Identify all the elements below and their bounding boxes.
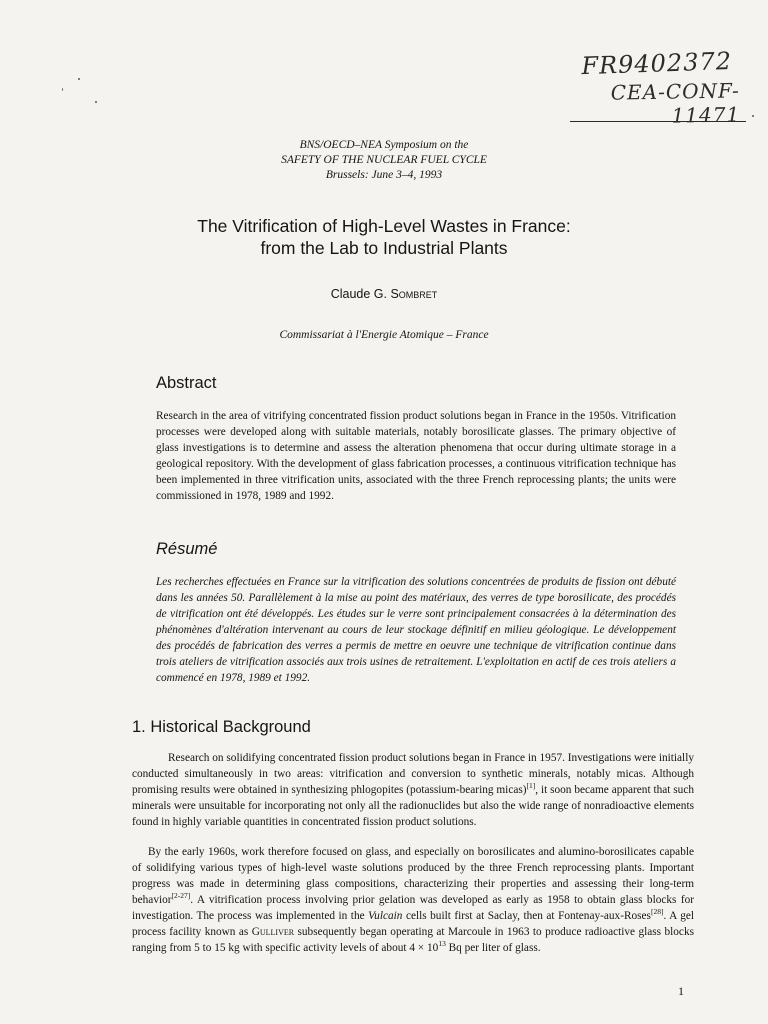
paper-title	[0, 215, 768, 259]
historical-paragraph-2	[132, 844, 694, 956]
citation-ref[interactable]: [28]	[650, 907, 664, 917]
section-heading-historical-background: 1. Historical Background	[132, 718, 311, 736]
conference-line-2: SAFETY OF THE NUCLEAR FUEL CYCLE	[281, 154, 487, 166]
handwritten-report-number: FR9402372	[580, 46, 733, 81]
citation-ref[interactable]: [1]	[526, 781, 536, 791]
affiliation: Commissariat à l'Energie Atomique – France	[279, 329, 489, 341]
author	[0, 287, 768, 301]
facility-name-vulcain: Vulcain	[368, 910, 403, 922]
scan-speck	[95, 101, 97, 103]
handwritten-underline	[570, 121, 746, 122]
conference-line-3: Brussels: June 3–4, 1993	[325, 169, 443, 181]
conference-info	[0, 138, 768, 183]
scan-speck	[78, 78, 80, 80]
page-number: 1	[678, 984, 684, 998]
text-run: . A gel process facility known as	[132, 910, 695, 938]
text-run: subsequently began operating at Marcoule in 1963 to produce radioactive glass blocks ranging from 5 to 15 kg with specific activity levels of about 4 × 10	[132, 926, 694, 954]
facility-name-gulliver: Gulliver	[251, 926, 295, 938]
resume-heading: Résumé	[156, 540, 218, 558]
resume-text: Les recherches effectuées en France sur la vitrification des solutions concentrées de produits de fission ont débuté dans les années 50. Parallèlement à la mise au point des matériaux, des verres de type borosilicate, des procédés de vitrification ont été développés. Les études sur le verre sont principalement consacrées à la détermination des phénomènes d'altération intervenant au cours de leur stockage définitif en milieu géologique. Le développement des procédés de fabrication des verres a permis de mettre en oeuvre une technique de vitrification continue dans trois ateliers de vitrification associés aux trois usines de retraitement. L'exploitation en actif de ces trois ateliers a commencé en 1978, 1989 et 1992.	[156, 576, 676, 684]
handwritten-conf-number: CEA-CONF-11471	[610, 78, 741, 128]
text-run: By the early 1960s, work therefore focused on glass, and especially on borosilicates and alumino-borosilicates capable of solidifying various types of high-level waste solutions produced by the three French reprocessing plants. Important progress was made in determining glass compositions, characterizing their properties and assessing their long-term behavior	[132, 846, 694, 906]
citation-ref[interactable]: [2-27]	[171, 891, 191, 901]
text-run: Bq per liter of glass.	[445, 942, 541, 954]
title-line-1: The Vitrification of High-Level Wastes in France:	[197, 216, 571, 236]
abstract-heading: Abstract	[156, 374, 217, 392]
text-run: Research on solidifying concentrated fission product solutions began in France in 1957. Investigations were initially conducted simultaneously in two areas: vitrification and conversion to synthetic minerals, notably micas. Although promising results were obtained in synthesizing phlogopites (potassium-bearing micas)	[132, 752, 694, 796]
conference-line-1: BNS/OECD–NEA Symposium on the	[299, 139, 469, 151]
handwritten-annotation	[556, 46, 746, 128]
text-run: cells built first at Saclay, then at Fontenay-aux-Roses	[402, 910, 651, 922]
author-first-name: Claude G.	[330, 287, 387, 301]
abstract-text: Research in the area of vitrifying concentrated fission product solutions began in France in the 1950s. Vitrification processes were developed along with suitable materials, notably borosilicate glasses. The primary objective of glass investigations is to determine and assess the alteration phenomena that occur during ultimate storage in a geological repository. With the development of glass fabrication processes, a continuous vitrification technique has been implemented in three vitrification units, associated with the three French reprocessing plants; the units were commissioned in 1978, 1989 and 1992.	[156, 410, 676, 502]
scan-speck	[752, 115, 754, 117]
exponent: 13	[438, 939, 446, 949]
historical-paragraph-1	[132, 750, 694, 830]
title-line-2: from the Lab to Industrial Plants	[260, 238, 508, 258]
author-last-name: Sombret	[390, 287, 438, 301]
scan-speck	[62, 88, 63, 91]
text-run: . A vitrification process involving prior gelation was developed as early as 1958 to obtain glass blocks for investigation. The process was implemented in the	[132, 894, 694, 922]
text-run: , it soon became apparent that such minerals were unsuitable for incorporating not only all the radionuclides but also the wide range of nonradioactive elements found in highly variable quantities in concentrated fission product solutions.	[132, 784, 694, 828]
